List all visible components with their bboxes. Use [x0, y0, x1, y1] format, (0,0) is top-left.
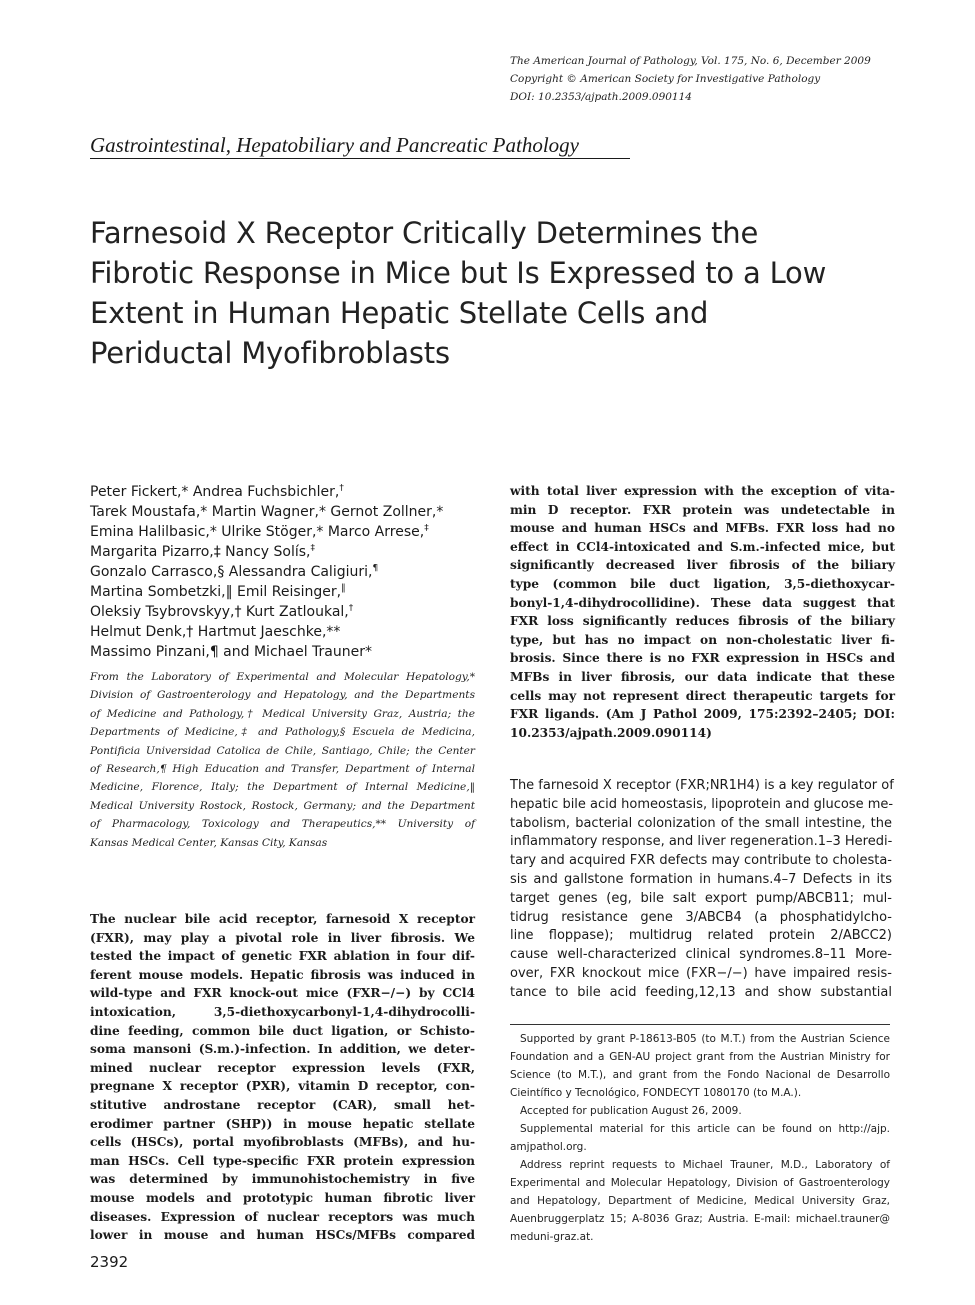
footnote-line: Address reprint requests to Michael Trauner, M.D., Laboratory of — [520, 1159, 890, 1171]
abstract-line: type, but has no impact on non-cholestatic liver fi- — [510, 632, 895, 647]
body-line: hepatic bile acid homeostasis, lipoprotein and glucose me- — [510, 796, 894, 812]
footnote-line: amjpathol.org. — [510, 1141, 587, 1153]
footnote-line: Auenbruggerplatz 15; A-8036 Graz; Austria. E-mail: michael.trauner@ — [510, 1213, 890, 1225]
title-line: Periductal Myofibroblasts — [90, 336, 450, 370]
affiliation-line: of Research,¶ High Education and Transfer, Department of Internal — [90, 763, 475, 776]
abstract-line: mouse and human HSCs and MFBs. FXR loss had no — [510, 521, 895, 536]
author-line: Margarita Pizarro,‡ Nancy Solís,‡ — [90, 543, 316, 560]
abstract-line: The nuclear bile acid receptor, farnesoid X receptor — [90, 912, 475, 926]
author-line: Oleksiy Tsybrovskyy,† Kurt Zatloukal,† — [90, 603, 354, 620]
journal-volume-line: The American Journal of Pathology, Vol. 175, No. 6, December 2009 — [510, 55, 871, 67]
abstract-line: lower in mouse and human HSCs/MFBs compared — [90, 1228, 475, 1243]
footnote-line: Foundation and a GEN-AU project grant from the Austrian Ministry for — [510, 1051, 890, 1063]
article-title — [90, 213, 910, 373]
affiliation-line: Departments of Medicine,‡ and Pathology,§ Escuela de Medicina, — [90, 726, 475, 739]
abstract-column-left — [90, 910, 475, 1245]
author-line: Tarek Moustafa,* Martin Wagner,* Gernot Zollner,* — [90, 504, 444, 520]
abstract-line: dine feeding, common bile duct ligation, or Schisto- — [90, 1023, 475, 1038]
page-number: 2392 — [90, 1253, 129, 1271]
affiliation-line: Division of Gastroenterology and Hepatology, and the Departments — [90, 689, 475, 702]
affiliation-line: From the Laboratory of Experimental and Molecular Hepatology,* — [90, 671, 475, 683]
section-title: Gastrointestinal, Hepatobiliary and Pancreatic Pathology — [90, 132, 630, 159]
abstract-line: erodimer partner (SHP)) in mouse hepatic stellate — [90, 1116, 475, 1131]
abstract-line: diseases. Expression of nuclear receptors was much — [90, 1209, 475, 1224]
affiliation-line: Kansas Medical Center, Kansas City, Kansas — [90, 836, 328, 849]
body-line: tary and acquired FXR defects may contribute to cholesta- — [510, 853, 892, 869]
body-line: tabolism, bacterial colonization of the small intestine, the — [510, 815, 892, 831]
body-line: tidrug resistance gene 3/ABCB4 (a phosphatidylcho- — [510, 909, 892, 925]
abstract-line: MFBs in liver fibrosis, our data indicate that these — [510, 669, 895, 684]
abstract-line: mined nuclear receptor expression levels (FXR, — [90, 1060, 475, 1075]
abstract-line: cells may not represent direct therapeutic targets for — [510, 688, 895, 703]
body-line: cause well-characterized clinical syndromes.8–11 More- — [510, 947, 892, 963]
affiliation-line: Medicine, Florence, Italy; the Department of Internal Medicine,‖ — [90, 781, 475, 794]
body-line: The farnesoid X receptor (FXR;NR1H4) is a key regulator of — [510, 778, 894, 793]
introduction-text — [510, 777, 892, 1003]
affiliation-line: of Medicine and Pathology,† Medical University Graz, Austria; the — [90, 707, 475, 720]
footnote-line: Cieintífico y Tecnológico, FONDECYT 1080170 (to M.A.). — [510, 1087, 802, 1099]
journal-doi-line: DOI: 10.2353/ajpath.2009.090114 — [510, 91, 692, 103]
footnote-line: Supplemental material for this article can be found on http://ajp. — [520, 1123, 890, 1135]
body-line: target genes (eg, bile salt export pump/ABCB11; mul- — [510, 890, 892, 906]
abstract-line: stitutive androstane receptor (CAR), small het- — [90, 1097, 475, 1112]
abstract-line: was determined by immunohistochemistry in five — [90, 1172, 475, 1187]
abstract-line: type (common bile duct ligation, 3,5-diethoxycar- — [510, 576, 895, 591]
author-line: Massimo Pinzani,¶ and Michael Trauner* — [90, 644, 372, 660]
affiliation-line: Pontificia Universidad Catolica de Chile, Santiago, Chile; the Center — [90, 744, 475, 757]
author-line: Emina Halilbasic,* Ulrike Stöger,* Marco Arrese,‡ — [90, 523, 429, 540]
footnote-line: and Hepatology, Department of Medicine, Medical University Graz, — [510, 1195, 890, 1207]
abstract-line: (FXR), may play a pivotal role in liver fibrosis. We — [90, 930, 475, 945]
abstract-line: intoxication, 3,5-diethoxycarbonyl-1,4-dihydrocolli- — [90, 1004, 475, 1019]
abstract-line: FXR ligands. (Am J Pathol 2009, 175:2392–2405; DOI: — [510, 707, 895, 722]
affiliation-line: of Pharmacology, Toxicology and Therapeutics,** University of — [90, 818, 475, 831]
footnote-line: Supported by grant P-18613-B05 (to M.T.) from the Austrian Science — [520, 1033, 890, 1045]
author-line: Gonzalo Carrasco,§ Alessandra Caligiuri,¶ — [90, 563, 379, 580]
abstract-line: significantly decreased liver fibrosis of the biliary — [510, 558, 895, 573]
body-line: inflammatory response, and liver regeneration.1–3 Heredi- — [510, 834, 893, 850]
body-line: line floppase); multidrug related protein 2/ABCC2) — [510, 928, 892, 944]
footnote-divider — [510, 1024, 890, 1025]
affiliation-line: Medical University Rostock, Rostock, Germany; and the Department — [90, 799, 475, 812]
abstract-line: wild-type and FXR knock-out mice (FXR−/−) by CCl4 — [90, 986, 475, 1001]
footnote-line: meduni-graz.at. — [510, 1231, 594, 1243]
abstract-line: mouse models and prototypic human fibrotic liver — [90, 1190, 475, 1205]
body-line: over, FXR knockout mice (FXR−/−) have impaired resis- — [510, 965, 892, 981]
title-line: Extent in Human Hepatic Stellate Cells and — [90, 296, 709, 330]
title-line: Fibrotic Response in Mice but Is Expressed to a Low — [90, 256, 827, 290]
title-line: Farnesoid X Receptor Critically Determines the — [90, 216, 759, 250]
footnotes — [510, 1030, 890, 1246]
abstract-line: brosis. Since there is no FXR expression in HSCs and — [510, 651, 895, 666]
author-line: Peter Fickert,* Andrea Fuchsbichler,† — [90, 483, 344, 500]
author-line: Helmut Denk,† Hartmut Jaeschke,** — [90, 624, 341, 640]
affiliations — [90, 668, 475, 852]
abstract-line: with total liver expression with the exception of vita- — [510, 484, 895, 498]
abstract-line: FXR loss significantly reduces fibrosis of the biliary — [510, 614, 895, 629]
body-line: sis and gallstone formation in humans.4–7 Defects in its — [510, 871, 892, 887]
abstract-column-right — [510, 482, 895, 742]
footnote-line: Experimental and Molecular Hepatology, Division of Gastroenterology — [510, 1177, 890, 1189]
journal-citation-header — [510, 52, 930, 106]
footnote-line: Accepted for publication August 26, 2009. — [520, 1105, 742, 1117]
abstract-line: min D receptor. FXR protein was undetectable in — [510, 502, 895, 517]
author-line: Martina Sombetzki,‖ Emil Reisinger,‖ — [90, 583, 346, 600]
abstract-line: bonyl-1,4-dihydrocollidine). These data suggest that — [510, 595, 895, 610]
journal-copyright-line: Copyright © American Society for Investigative Pathology — [510, 73, 821, 85]
abstract-line: tested the impact of genetic FXR ablation in four dif- — [90, 949, 475, 964]
abstract-line: soma mansoni (S.m.)-infection. In addition, we deter- — [90, 1042, 475, 1057]
abstract-line: pregnane X receptor (PXR), vitamin D receptor, con- — [90, 1079, 475, 1094]
footnote-line: Science (to M.T.), and grant from the Fondo Nacional de Desarrollo — [510, 1069, 890, 1081]
abstract-line: 10.2353/ajpath.2009.090114) — [510, 725, 712, 740]
author-list — [90, 482, 490, 662]
abstract-line: effect in CCl4-intoxicated and S.m.-infected mice, but — [510, 539, 895, 554]
abstract-line: ferent mouse models. Hepatic fibrosis was induced in — [90, 967, 475, 982]
body-line: tance to bile acid feeding,12,13 and show substantial — [510, 984, 892, 1000]
abstract-line: cells (HSCs), portal myofibroblasts (MFBs), and hu- — [90, 1135, 475, 1150]
abstract-line: man HSCs. Cell type-specific FXR protein expression — [90, 1153, 475, 1168]
